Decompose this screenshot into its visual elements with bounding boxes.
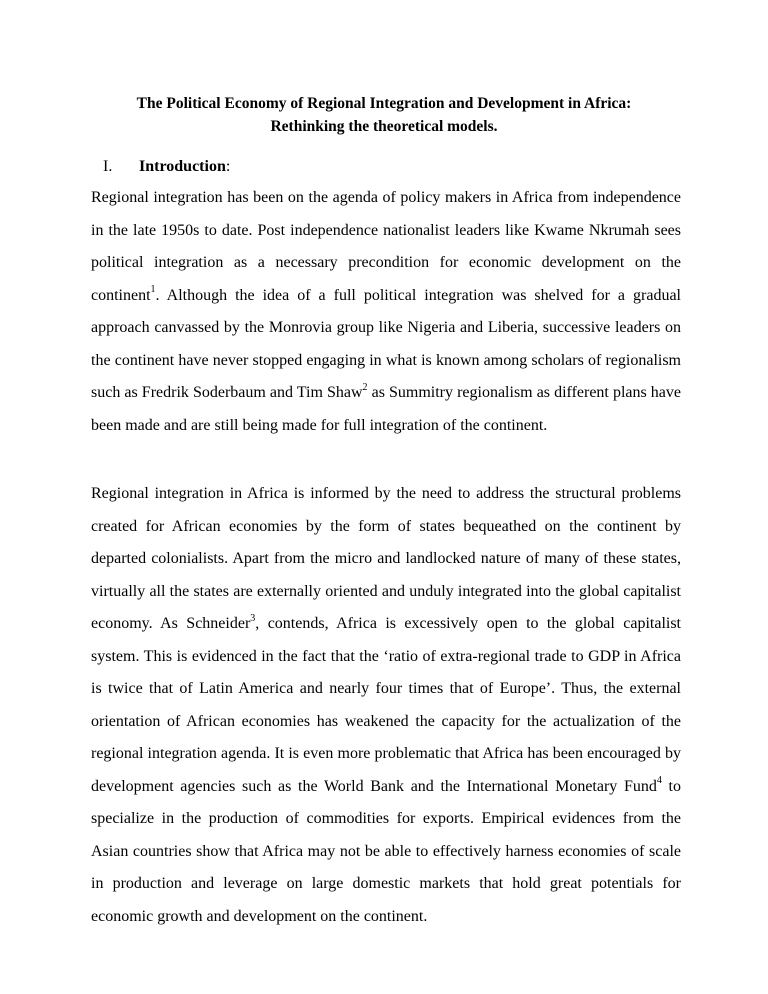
paragraph-2-text-b: , contends, Africa is excessively open to the global capitalist system. This is evidenced in the fact that the ‘ratio of extra-regional trade to GDP in Africa is twice that of Latin America and nearly four times that of Europe’. Thus, the external orientation of African economies has weakened the capacity for the actualization of the regional integration agenda. It is even more problematic that Africa has been encouraged by development agencies such as the World Bank and the International Monetary Fund (91, 615, 682, 795)
section-heading (103, 156, 230, 178)
paragraph-2-text-c: to specialize in the production of commodities for exports. Empirical evidences from the Asian countries show that Africa may not be able to effectively harness economies of scale in production and leverage on large domestic markets that hold great potentials for economic growth and development on the continent. (91, 777, 681, 925)
footnote-ref-3[interactable]: 3 (250, 612, 256, 624)
section-heading-suffix: : (225, 158, 231, 175)
document-title: The Political Economy of Regional Integration and Development in Africa: Rethinking the theoretical models. (136, 95, 632, 135)
footnote-ref-1[interactable]: 1 (150, 284, 156, 296)
paragraph-2-text-a: Regional integration in Africa is informed by the need to address the structural problems created for African economies by the form of states bequeathed on the continent by departed colonialists. Apart from the micro and landlocked nature of many of these states, virtually all the states are externally oriented and unduly integrated into the global capitalist economy. As Schneider (91, 485, 681, 632)
paragraph-1 (91, 182, 681, 442)
paragraph-1-text-a: Regional integration has been on the agenda of policy makers in Africa from independence in the late 1950s to date. Post independence nationalist leaders like Kwame Nkrumah sees political integration as a necessary precondition for economic development on the continent (91, 189, 681, 304)
section-number: I. (103, 158, 113, 175)
paragraph-1-text-c: as Summitry regionalism as different plans have been made and are still being made for full integration of the continent. (91, 384, 681, 434)
paragraph-1-text-b: . Although the idea of a full political integration was shelved for a gradual approach canvassed by the Monrovia group like Nigeria and Liberia, successive leaders on the continent have never stopped engaging in what is known among scholars of regionalism such as Fredrik Soderbaum and Tim Shaw (91, 286, 681, 401)
section-heading-label: Introduction (139, 158, 226, 175)
footnote-ref-4[interactable]: 4 (656, 775, 662, 787)
footnote-ref-2[interactable]: 2 (362, 381, 368, 393)
paragraph-2 (91, 478, 681, 933)
